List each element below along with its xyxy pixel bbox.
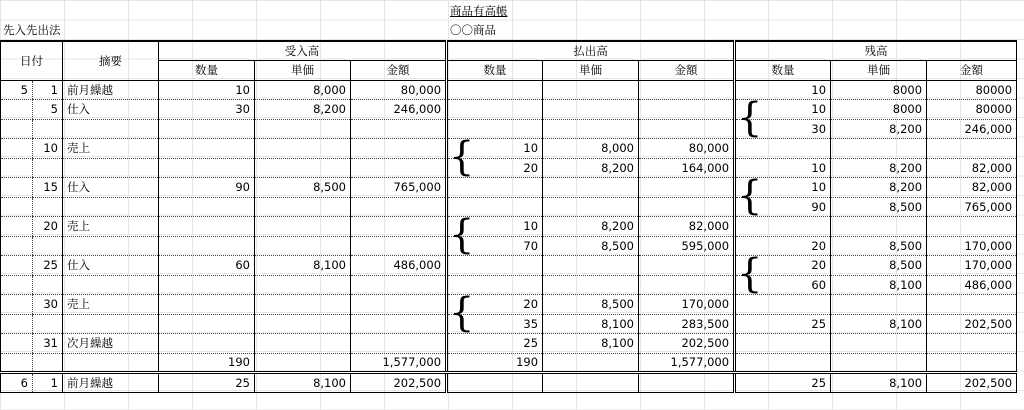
cell-value: 20 — [811, 258, 827, 273]
summary-cell[interactable]: 次月繰越 — [63, 334, 159, 354]
balance-qty-cell[interactable]: 10 — [735, 80, 831, 100]
month-cell[interactable] — [1, 275, 33, 295]
receipts-amount-header[interactable]: 金額 — [351, 61, 447, 81]
receipt-price-cell[interactable] — [255, 119, 351, 139]
issue-amount-cell[interactable]: 164,000 — [639, 158, 735, 178]
day-cell[interactable]: 1 — [33, 373, 63, 393]
month-cell[interactable] — [1, 139, 33, 159]
issue-qty-cell[interactable]: 35 — [447, 314, 543, 334]
summary-cell[interactable]: 売上 — [63, 295, 159, 315]
balance-qty-header[interactable]: 数量 — [735, 61, 831, 81]
receipts-price-header[interactable]: 単価 — [255, 61, 351, 81]
receipt-amount-cell[interactable] — [351, 295, 447, 315]
issue-amount-cell[interactable] — [639, 100, 735, 120]
balance-price-cell[interactable]: 8,200 — [831, 158, 927, 178]
day-cell[interactable]: 15 — [33, 178, 63, 198]
issue-price-cell[interactable] — [543, 353, 639, 373]
table-row — [1, 197, 1017, 217]
date-header[interactable]: 日付 — [1, 41, 63, 80]
receipt-qty-cell[interactable] — [159, 334, 255, 354]
issue-amount-cell[interactable] — [639, 80, 735, 100]
brace-mark: { — [449, 134, 475, 180]
balance-price-cell[interactable] — [831, 353, 927, 373]
balance-price-cell[interactable]: 8000 — [831, 80, 927, 100]
issue-price-cell[interactable]: 8,200 — [543, 217, 639, 237]
receipt-qty-cell[interactable] — [159, 275, 255, 295]
receipt-qty-cell[interactable] — [159, 197, 255, 217]
summary-cell[interactable]: 仕入 — [63, 178, 159, 198]
receipt-qty-cell[interactable]: 25 — [159, 373, 255, 393]
receipt-amount-cell[interactable] — [351, 275, 447, 295]
day-cell[interactable]: 20 — [33, 217, 63, 237]
balance-price-cell[interactable]: 8,500 — [831, 197, 927, 217]
issue-amount-cell[interactable]: 82,000 — [639, 217, 735, 237]
balance-amount-cell[interactable]: 246,000 — [927, 119, 1017, 139]
balance-amount-cell[interactable] — [927, 139, 1017, 159]
product-name-label[interactable]: 〇〇商品 — [450, 23, 496, 37]
summary-cell[interactable]: 売上 — [63, 139, 159, 159]
day-cell[interactable]: 10 — [33, 139, 63, 159]
receipt-price-cell[interactable] — [255, 275, 351, 295]
receipt-price-cell[interactable]: 8,100 — [255, 373, 351, 393]
issue-price-cell[interactable]: 8,000 — [543, 139, 639, 159]
receipt-price-cell[interactable] — [255, 314, 351, 334]
issue-amount-cell[interactable]: 170,000 — [639, 295, 735, 315]
balance-qty-cell[interactable] — [735, 217, 831, 237]
receipt-price-cell[interactable]: 8,200 — [255, 100, 351, 120]
table-row — [1, 353, 1017, 373]
issue-qty-cell[interactable] — [447, 373, 543, 393]
issue-amount-cell[interactable] — [639, 197, 735, 217]
receipt-amount-cell[interactable]: 1,577,000 — [351, 353, 447, 373]
receipt-price-cell[interactable] — [255, 158, 351, 178]
issues-amount-header[interactable]: 金額 — [639, 61, 735, 81]
issue-amount-cell[interactable]: 1,577,000 — [639, 353, 735, 373]
receipt-price-cell[interactable]: 8,500 — [255, 178, 351, 198]
table-row — [1, 275, 1017, 295]
day-cell[interactable]: 25 — [33, 256, 63, 276]
summary-cell[interactable] — [63, 158, 159, 178]
receipt-qty-cell[interactable]: 190 — [159, 353, 255, 373]
table-row — [1, 314, 1017, 334]
receipt-price-cell[interactable]: 8,000 — [255, 80, 351, 100]
table-row — [1, 178, 1017, 198]
receipt-amount-cell[interactable] — [351, 314, 447, 334]
receipt-amount-cell[interactable] — [351, 158, 447, 178]
receipt-price-cell[interactable] — [255, 236, 351, 256]
summary-cell[interactable] — [63, 119, 159, 139]
balance-amount-cell[interactable]: 202,500 — [927, 373, 1017, 393]
receipt-amount-cell[interactable]: 80,000 — [351, 80, 447, 100]
issue-qty-cell[interactable]: 25 — [447, 334, 543, 354]
issue-price-cell[interactable]: 8,500 — [543, 295, 639, 315]
balance-qty-cell[interactable]: 10 — [735, 158, 831, 178]
receipt-amount-cell[interactable] — [351, 197, 447, 217]
balance-qty-cell[interactable]: 60 — [735, 275, 831, 295]
month-cell[interactable] — [1, 353, 33, 373]
balance-amount-cell[interactable]: 82,000 — [927, 178, 1017, 198]
month-cell[interactable] — [1, 314, 33, 334]
issue-price-cell[interactable] — [543, 80, 639, 100]
balance-amount-cell[interactable]: 486,000 — [927, 275, 1017, 295]
balance-price-cell[interactable]: 8,200 — [831, 178, 927, 198]
issue-price-cell[interactable] — [543, 119, 639, 139]
day-cell[interactable]: 30 — [33, 295, 63, 315]
balance-price-cell[interactable]: 8000 — [831, 100, 927, 120]
month-cell[interactable] — [1, 256, 33, 276]
brace-mark: { — [737, 95, 763, 141]
day-cell[interactable]: 5 — [33, 100, 63, 120]
table-row — [1, 158, 1017, 178]
issue-qty-cell[interactable]: 20 — [447, 158, 543, 178]
issue-amount-cell[interactable] — [639, 119, 735, 139]
issue-price-cell[interactable] — [543, 100, 639, 120]
summary-header[interactable]: 摘要 — [63, 41, 159, 80]
table-row — [1, 80, 1017, 100]
receipt-amount-cell[interactable] — [351, 334, 447, 354]
balance-price-cell[interactable]: 8,100 — [831, 275, 927, 295]
table-row — [1, 217, 1017, 237]
month-cell[interactable] — [1, 158, 33, 178]
month-cell[interactable] — [1, 178, 33, 198]
balance-price-cell[interactable]: 8,100 — [831, 373, 927, 393]
balance-amount-cell[interactable]: 80000 — [927, 100, 1017, 120]
month-cell[interactable] — [1, 100, 33, 120]
balance-qty-cell[interactable] — [735, 353, 831, 373]
receipt-qty-cell[interactable]: 60 — [159, 256, 255, 276]
receipt-price-cell[interactable]: 8,100 — [255, 256, 351, 276]
issue-price-cell[interactable]: 8,100 — [543, 314, 639, 334]
summary-cell[interactable]: 前月繰越 — [63, 373, 159, 393]
month-cell[interactable] — [1, 334, 33, 354]
balance-amount-cell[interactable]: 765,000 — [927, 197, 1017, 217]
cell-value: 10 — [523, 141, 539, 156]
receipt-amount-cell[interactable] — [351, 139, 447, 159]
month-cell[interactable] — [1, 236, 33, 256]
cell-value: 10 — [523, 219, 539, 234]
receipt-amount-cell[interactable] — [351, 236, 447, 256]
balance-price-cell[interactable]: 8,500 — [831, 256, 927, 276]
issue-amount-cell[interactable] — [639, 373, 735, 393]
receipt-qty-cell[interactable] — [159, 119, 255, 139]
balance-qty-cell[interactable] — [735, 295, 831, 315]
balance-amount-cell[interactable]: 170,000 — [927, 236, 1017, 256]
receipt-amount-cell[interactable]: 486,000 — [351, 256, 447, 276]
month-cell[interactable] — [1, 217, 33, 237]
brace-mark: { — [737, 251, 763, 297]
receipts-header[interactable]: 受入高 — [159, 41, 447, 61]
issue-qty-cell[interactable] — [447, 100, 543, 120]
receipt-qty-cell[interactable] — [159, 158, 255, 178]
brace-mark: { — [449, 212, 475, 258]
issue-qty-cell[interactable]: 190 — [447, 353, 543, 373]
balance-amount-cell[interactable] — [927, 334, 1017, 354]
issues-price-header[interactable]: 単価 — [543, 61, 639, 81]
balance-price-cell[interactable]: 8,100 — [831, 314, 927, 334]
balance-price-cell[interactable]: 8,200 — [831, 119, 927, 139]
issue-qty-cell[interactable] — [447, 178, 543, 198]
issue-amount-cell[interactable] — [639, 275, 735, 295]
receipt-price-cell[interactable] — [255, 217, 351, 237]
summary-cell[interactable] — [63, 353, 159, 373]
balance-header[interactable]: 残高 — [735, 41, 1017, 61]
issue-price-cell[interactable]: 8,200 — [543, 158, 639, 178]
table-row — [1, 373, 1017, 393]
summary-cell[interactable] — [63, 197, 159, 217]
receipt-amount-cell[interactable] — [351, 119, 447, 139]
summary-cell[interactable] — [63, 314, 159, 334]
balance-price-header[interactable]: 単価 — [831, 61, 927, 81]
balance-price-cell[interactable] — [831, 295, 927, 315]
receipt-amount-cell[interactable]: 202,500 — [351, 373, 447, 393]
day-cell[interactable]: 1 — [33, 80, 63, 100]
table-row — [1, 100, 1017, 120]
day-cell[interactable] — [33, 314, 63, 334]
issue-qty-cell[interactable] — [447, 80, 543, 100]
brace-mark: { — [737, 173, 763, 219]
table-row — [1, 295, 1017, 315]
issue-price-cell[interactable]: 8,500 — [543, 236, 639, 256]
receipt-price-cell[interactable] — [255, 334, 351, 354]
balance-amount-cell[interactable]: 170,000 — [927, 256, 1017, 276]
issue-price-cell[interactable] — [543, 178, 639, 198]
receipt-qty-cell[interactable] — [159, 236, 255, 256]
balance-qty-cell[interactable]: 30 — [735, 119, 831, 139]
day-cell[interactable] — [33, 236, 63, 256]
balance-qty-cell[interactable] — [735, 334, 831, 354]
balance-qty-cell[interactable]: 25 — [735, 373, 831, 393]
receipt-qty-cell[interactable]: 90 — [159, 178, 255, 198]
receipts-qty-header[interactable]: 数量 — [159, 61, 255, 81]
day-cell[interactable]: 31 — [33, 334, 63, 354]
ledger-title[interactable]: 商品有高帳 — [450, 4, 508, 18]
balance-price-cell[interactable] — [831, 139, 927, 159]
balance-amount-cell[interactable]: 82,000 — [927, 158, 1017, 178]
balance-amount-cell[interactable] — [927, 295, 1017, 315]
balance-qty-cell[interactable]: 25 — [735, 314, 831, 334]
balance-amount-cell[interactable] — [927, 217, 1017, 237]
issue-qty-cell[interactable] — [447, 256, 543, 276]
cell-value: 10 — [811, 180, 827, 195]
ledger-body — [1, 80, 1017, 392]
receipt-price-cell[interactable] — [255, 139, 351, 159]
summary-cell[interactable] — [63, 275, 159, 295]
issue-amount-cell[interactable] — [639, 256, 735, 276]
balance-price-cell[interactable] — [831, 217, 927, 237]
cell-value: 10 — [811, 102, 827, 117]
issue-amount-cell[interactable]: 80,000 — [639, 139, 735, 159]
balance-price-cell[interactable] — [831, 334, 927, 354]
table-row — [1, 139, 1017, 159]
day-cell[interactable] — [33, 158, 63, 178]
summary-cell[interactable]: 仕入 — [63, 256, 159, 276]
month-cell[interactable] — [1, 197, 33, 217]
month-cell[interactable] — [1, 295, 33, 315]
summary-cell[interactable]: 売上 — [63, 217, 159, 237]
table-row — [1, 334, 1017, 354]
issues-header[interactable]: 払出高 — [447, 41, 735, 61]
cell-value: 20 — [523, 297, 539, 312]
day-cell[interactable] — [33, 119, 63, 139]
issue-qty-cell[interactable]: 70 — [447, 236, 543, 256]
issue-amount-cell[interactable] — [639, 178, 735, 198]
receipt-qty-cell[interactable] — [159, 139, 255, 159]
receipt-qty-cell[interactable] — [159, 295, 255, 315]
header-row-1 — [1, 41, 1017, 61]
balance-qty-cell[interactable] — [735, 139, 831, 159]
summary-cell[interactable]: 仕入 — [63, 100, 159, 120]
receipt-qty-cell[interactable]: 10 — [159, 80, 255, 100]
day-cell[interactable] — [33, 197, 63, 217]
brace-mark: { — [449, 290, 475, 336]
issue-price-cell[interactable] — [543, 256, 639, 276]
receipt-amount-cell[interactable]: 246,000 — [351, 100, 447, 120]
receipt-price-cell[interactable] — [255, 353, 351, 373]
issue-price-cell[interactable] — [543, 373, 639, 393]
issue-price-cell[interactable]: 8,100 — [543, 334, 639, 354]
table-row — [1, 236, 1017, 256]
balance-price-cell[interactable]: 8,500 — [831, 236, 927, 256]
table-row — [1, 256, 1017, 276]
balance-amount-cell[interactable]: 202,500 — [927, 314, 1017, 334]
issue-amount-cell[interactable]: 202,500 — [639, 334, 735, 354]
receipt-qty-cell[interactable] — [159, 314, 255, 334]
issue-amount-cell[interactable]: 595,000 — [639, 236, 735, 256]
day-cell[interactable] — [33, 275, 63, 295]
balance-qty-cell[interactable]: 20 — [735, 236, 831, 256]
day-cell[interactable] — [33, 353, 63, 373]
summary-cell[interactable] — [63, 236, 159, 256]
issues-qty-header[interactable]: 数量 — [447, 61, 543, 81]
balance-amount-header[interactable]: 金額 — [927, 61, 1017, 81]
month-cell[interactable] — [1, 119, 33, 139]
summary-cell[interactable]: 前月繰越 — [63, 80, 159, 100]
issue-price-cell[interactable] — [543, 197, 639, 217]
balance-qty-cell[interactable]: 90 — [735, 197, 831, 217]
receipt-qty-cell[interactable] — [159, 217, 255, 237]
receipt-amount-cell[interactable] — [351, 217, 447, 237]
issue-price-cell[interactable] — [543, 275, 639, 295]
inventory-ledger-table — [0, 40, 1017, 393]
receipt-qty-cell[interactable]: 30 — [159, 100, 255, 120]
issue-amount-cell[interactable]: 283,500 — [639, 314, 735, 334]
table-row — [1, 119, 1017, 139]
receipt-price-cell[interactable] — [255, 197, 351, 217]
receipt-amount-cell[interactable]: 765,000 — [351, 178, 447, 198]
balance-amount-cell[interactable] — [927, 353, 1017, 373]
receipt-price-cell[interactable] — [255, 295, 351, 315]
costing-method-label[interactable]: 先入先出法 — [3, 23, 61, 37]
month-cell[interactable]: 6 — [1, 373, 33, 393]
balance-amount-cell[interactable]: 80000 — [927, 80, 1017, 100]
month-cell[interactable]: 5 — [1, 80, 33, 100]
